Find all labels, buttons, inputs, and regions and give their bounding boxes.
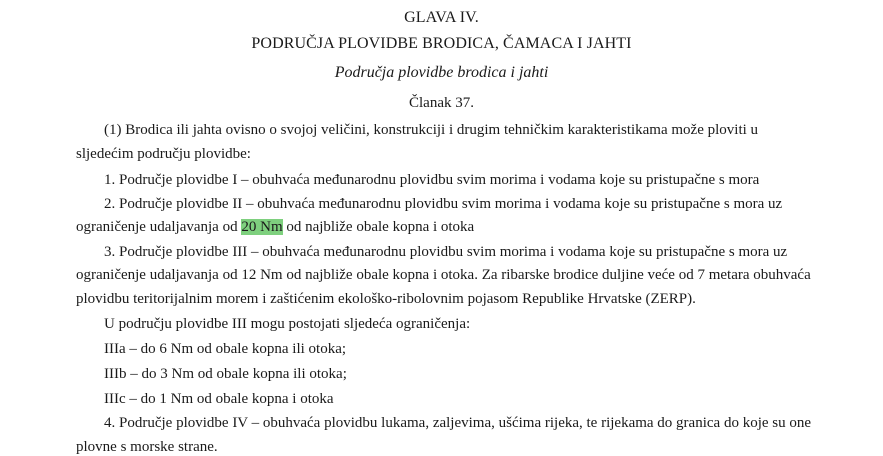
paragraph-1-line-1: (1) Brodica ili jahta ovisno o svojoj veličini, konstrukciji i drugim tehničkim karakteristikama može ploviti u: [104, 122, 759, 138]
list-item-2-line-1: 2. Područje plovidbe II – obuhvaća međunarodnu plovidbu svim morima i vodama koje su pristupačne s mora uz: [104, 196, 783, 212]
list-item-3-line-1: 3. Područje plovidbe III – obuhvaća međunarodnu plovidbu svim morima i vodama koje su pristupačne s mora uz: [104, 244, 788, 260]
list-item-3-line-3: plovidbu teritorijalnim morem i zaštićenim ekološko-ribolovnim pojasom Republike Hrvatske (ZERP).: [76, 291, 696, 307]
chapter-subtitle: PODRUČJA PLOVIDBE BRODICA, ČAMACA I JAHTI: [251, 35, 632, 52]
list-item-4-line-2: plovne s morske strane.: [76, 439, 218, 455]
list-item-4-line-1: 4. Područje plovidbe IV – obuhvaća plovidbu lukama, zaljevima, ušćima rijeka, te rijekama do granica do koje su one: [104, 415, 812, 431]
item-2-text-after: od najbliže obale kopna i otoka: [282, 219, 475, 235]
section-title: Područja plovidbe brodica i jahti: [334, 64, 549, 81]
restriction-iiib: IIIb – do 3 Nm od obale kopna ili otoka;: [104, 366, 347, 382]
item-2-text-before: ograničenje udaljavanja od: [76, 219, 242, 235]
paragraph-1-line-2: sljedećim području plovidbe:: [76, 146, 251, 162]
highlighted-distance: 20 Nm: [241, 219, 283, 235]
list-item-3-line-2: ograničenje udaljavanja od 12 Nm od najbliže obale kopna i otoka. Za ribarske brodice duljine veće od 7 metara obuhvaća: [76, 267, 811, 283]
restrictions-intro: U području plovidbe III mogu postojati sljedeća ograničenja:: [104, 316, 471, 332]
chapter-title: GLAVA IV.: [404, 9, 479, 26]
restriction-iiic: IIIc – do 1 Nm od obale kopna i otoka: [104, 391, 334, 407]
article-title: Članak 37.: [409, 95, 474, 111]
list-item-1: 1. Područje plovidbe I – obuhvaća međunarodnu plovidbu svim morima i vodama koje su pristupačne s mora: [104, 172, 760, 188]
restriction-iiia: IIIa – do 6 Nm od obale kopna ili otoka;: [104, 341, 347, 357]
list-item-2-line-2: [76, 218, 474, 236]
